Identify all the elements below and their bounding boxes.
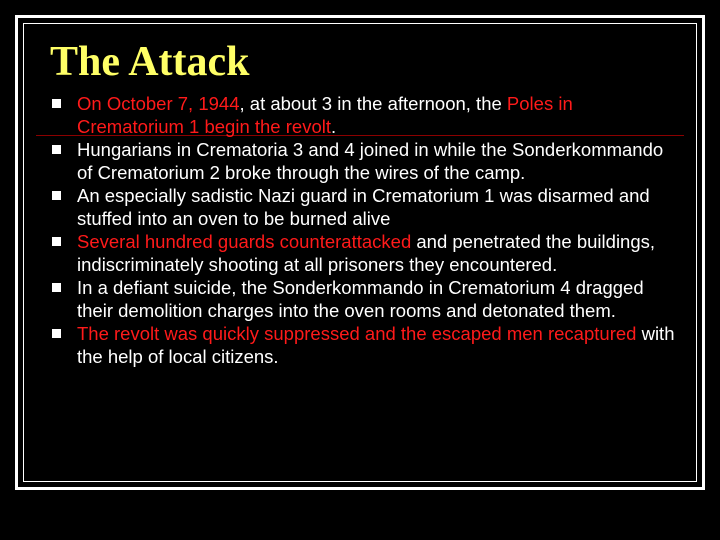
slide-title: The Attack [50, 39, 250, 85]
square-bullet-icon [52, 329, 61, 338]
text-segment: , at about 3 in the afternoon, the [239, 93, 507, 114]
bullet-item [52, 230, 680, 276]
bullet-item [52, 92, 680, 138]
bullet-item [52, 322, 680, 368]
square-bullet-icon [52, 237, 61, 246]
text-segment-highlight: The revolt was quickly suppressed and the escaped men recaptured [77, 323, 637, 344]
text-segment-highlight: Several hundred guards counterattacked [77, 231, 412, 252]
text-segment: An especially sadistic Nazi guard in Crematorium 1 was disarmed and stuffed into an oven to be burned alive [77, 185, 650, 229]
bullet-item [52, 138, 680, 184]
bullet-list [52, 92, 680, 368]
square-bullet-icon [52, 99, 61, 108]
text-segment: . [330, 116, 337, 137]
square-bullet-icon [52, 283, 61, 292]
text-segment-highlight: On October 7, 1944 [77, 93, 240, 114]
text-segment: Hungarians in Crematoria 3 and 4 joined in while the Sonderkommando of Crematorium 2 broke through the wires of the camp. [77, 139, 664, 183]
bullet-item [52, 184, 680, 230]
bullet-item [52, 276, 680, 322]
text-segment: with the help of local citizens. [77, 323, 675, 367]
text-segment: In a defiant suicide, the Sonderkommando in Crematorium 4 dragged their demolition charges into the oven rooms and detonated them. [77, 277, 644, 321]
square-bullet-icon [52, 145, 61, 154]
text-segment-highlight: Poles in Crematorium 1 begin the revolt [77, 93, 573, 137]
text-segment: and penetrated the buildings, indiscriminately shooting at all prisoners they encountered. [77, 231, 656, 275]
square-bullet-icon [52, 191, 61, 200]
